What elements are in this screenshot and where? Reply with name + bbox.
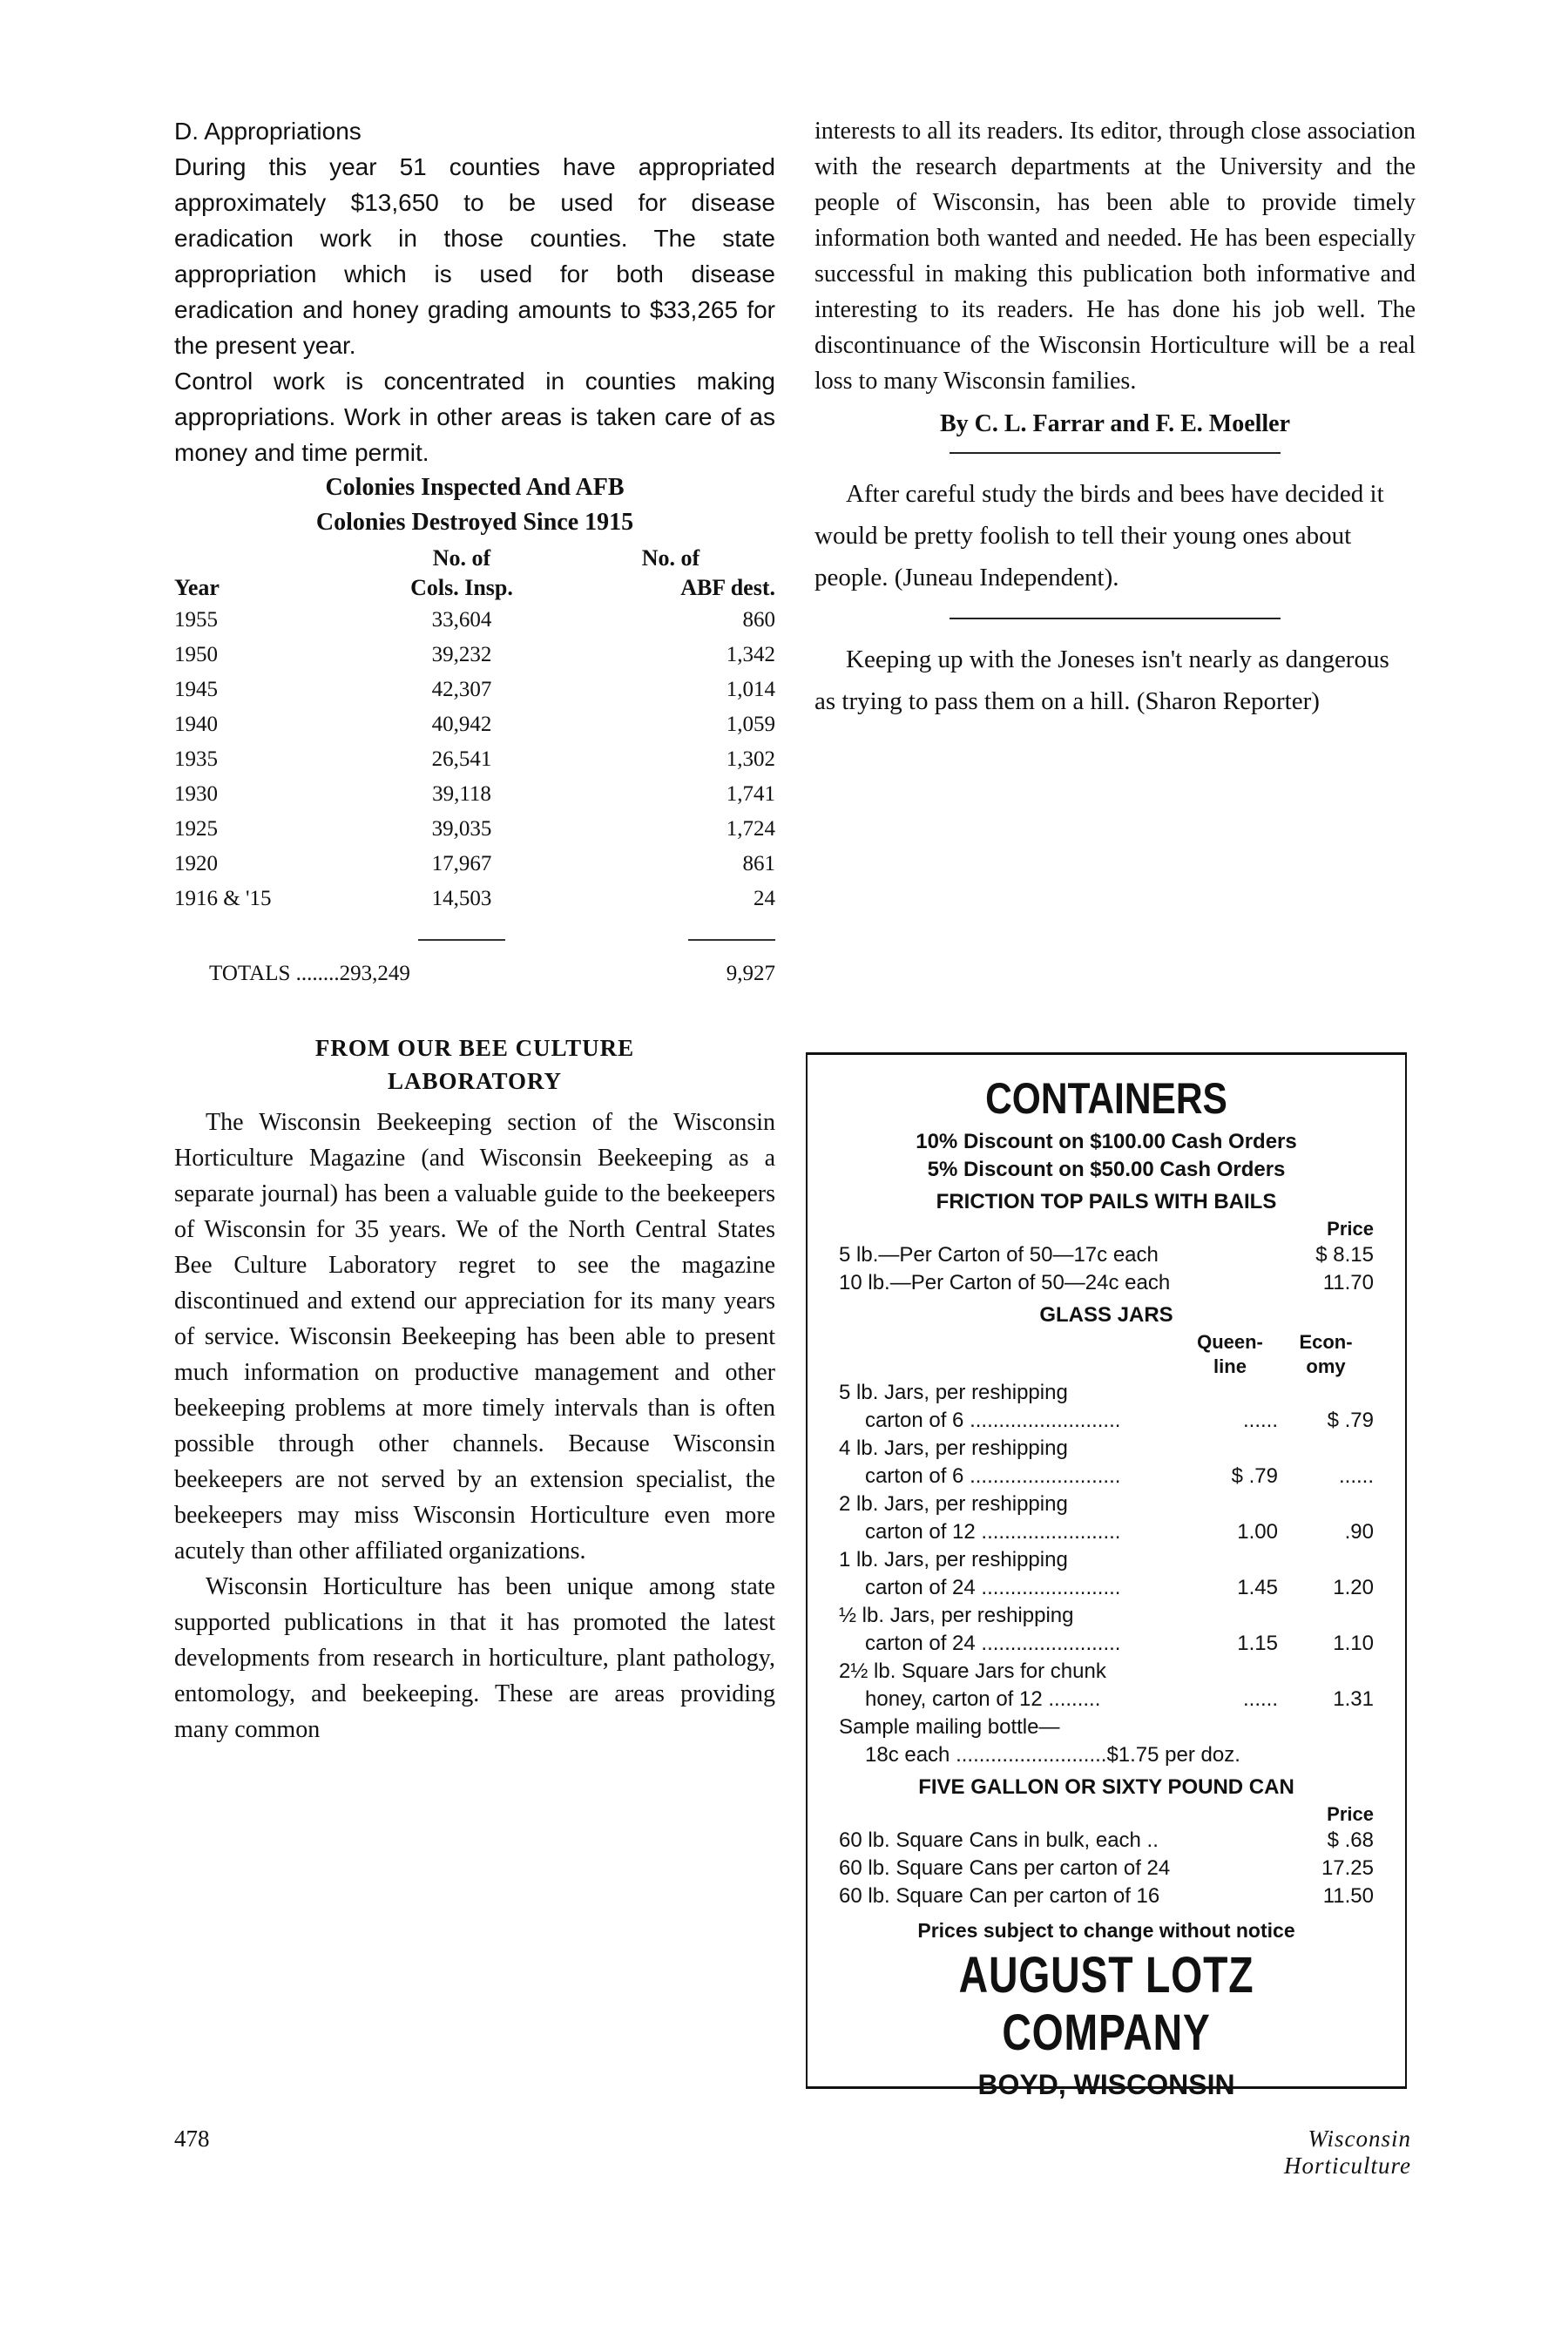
abf-cell: 860: [742, 608, 775, 632]
sample-bottle-line: Sample mailing bottle—: [839, 1715, 1060, 1739]
jar-item-line: ½ lb. Jars, per reshipping: [839, 1604, 1074, 1627]
insp-cell: 14,503: [431, 887, 492, 910]
abf-cell: 1,014: [726, 678, 775, 701]
abf-cell: 24: [754, 887, 775, 910]
abf-cell: 1,342: [726, 643, 775, 666]
ad-title: CONTAINERS: [985, 1074, 1227, 1123]
col-insp-header-1: No. of: [432, 545, 491, 571]
jar-item-line: 1 lb. Jars, per reshipping: [839, 1548, 1068, 1571]
can-label: 60 lb. Square Cans per carton of 24: [839, 1856, 1171, 1880]
insp-total-rule: [418, 939, 505, 941]
abf-cell: 1,741: [726, 782, 775, 806]
jar-queenline-price: 1.45: [1237, 1576, 1278, 1599]
ad-company-city: BOYD, WISCONSIN: [977, 2069, 1235, 2100]
insp-cell: 39,118: [432, 782, 491, 806]
jar-economy-price: $ .79: [1327, 1409, 1374, 1432]
ad-price-heading: Price: [1327, 1803, 1374, 1825]
jar-economy-price: 1.10: [1333, 1632, 1374, 1655]
jar-queenline-price: ......: [1242, 1409, 1278, 1432]
year-cell: 1945: [174, 678, 218, 701]
economy-header-1: Econ-: [1299, 1331, 1353, 1353]
insp-cell: 26,541: [431, 747, 492, 771]
insp-cell: 40,942: [431, 713, 492, 736]
ad-discount-2: 5% Discount on $50.00 Cash Orders: [927, 1158, 1286, 1181]
jar-item-row: [839, 1630, 1374, 1658]
separator-rule: [950, 618, 1281, 619]
abf-cell: 1,302: [726, 747, 775, 771]
table-row: [174, 847, 775, 882]
filler-joneses: Keeping up with the Joneses isn't nearly as dangerous as trying to pass them on a hill. (Sharon Reporter): [814, 645, 1389, 715]
filler-birds-bees: After careful study the birds and bees have decided it would be pretty foolish to tell their young ones about people. (Juneau Independent).: [814, 480, 1384, 591]
article-byline: By C. L. Farrar and F. E. Moeller: [939, 410, 1291, 437]
jar-item-carton: honey, carton of 12 .........: [865, 1687, 1101, 1711]
jar-item-line: 4 lb. Jars, per reshipping: [839, 1436, 1068, 1460]
jar-item-carton: carton of 6 ..........................: [865, 1409, 1121, 1432]
pail-label: 10 lb.—Per Carton of 50—24c each: [839, 1271, 1171, 1294]
ad-cans-heading: FIVE GALLON OR SIXTY POUND CAN: [918, 1775, 1294, 1799]
bee-lab-paragraph-2: Wisconsin Horticulture has been unique among state supported publications in that it has promoted the latest developments from research in horticulture, plant pathology, entomology, and beekeeping. These are areas providing many common: [174, 1573, 775, 1743]
totals-leader-dots: ........: [295, 962, 340, 985]
year-cell: 1930: [174, 782, 218, 806]
ad-price-heading: Price: [1327, 1218, 1374, 1240]
jar-economy-price: ......: [1338, 1464, 1374, 1488]
queenline-header-1: Queen-: [1197, 1331, 1263, 1353]
jar-item-carton: carton of 24 ........................: [865, 1632, 1121, 1655]
jar-item-line: 5 lb. Jars, per reshipping: [839, 1381, 1068, 1404]
insp-cell: 42,307: [431, 678, 492, 701]
ad-pail-row: [839, 1241, 1374, 1269]
page-number: 478: [174, 2126, 210, 2152]
jar-item-carton: carton of 6 ..........................: [865, 1464, 1121, 1488]
jar-item-row: [839, 1686, 1374, 1713]
jar-item-carton: carton of 12 ........................: [865, 1520, 1121, 1544]
colonies-table-block: [174, 470, 775, 991]
sample-bottle-price: 18c each ..........................$1.75 per doz.: [865, 1743, 1240, 1767]
col-abf-header-1: No. of: [641, 545, 700, 571]
ad-discount-1: 10% Discount on $100.00 Cash Orders: [916, 1130, 1297, 1153]
separator-rule: [950, 452, 1281, 454]
table-title-line-2: Colonies Destroyed Since 1915: [315, 509, 634, 536]
can-label: 60 lb. Square Can per carton of 16: [839, 1884, 1160, 1908]
section-heading-line-2: LABORATORY: [387, 1068, 563, 1094]
economy-header-2: omy: [1306, 1355, 1346, 1377]
jar-item-row: [839, 1463, 1374, 1490]
jar-item-line: 2 lb. Jars, per reshipping: [839, 1492, 1068, 1516]
jar-queenline-price: $ .79: [1231, 1464, 1278, 1488]
bee-lab-section-heading: [174, 1031, 775, 1098]
jar-queenline-price: 1.15: [1237, 1632, 1278, 1655]
totals-row: [174, 956, 775, 991]
bee-lab-paragraph-1: The Wisconsin Beekeeping section of the Wisconsin Horticulture Magazine (and Wisconsin Beekeeping as a separate journal) has been a valuable guide to the beekeepers of Wisconsin for 35 years. We of the North Central States Bee Culture Laboratory regret to see the magazine discontinued and extend our appreciation for its many years of service. Wisconsin Beekeeping has been able to present much information on productive management and other beekeeping problems at more timely intervals than is often possible through other channels. Because Wisconsin beekeepers are not served by an extension specialist, the beekeepers may miss Wisconsin Horticulture even more acutely than other affiliated organizations.: [174, 1109, 775, 1565]
insp-cell: 17,967: [431, 852, 492, 875]
jar-economy-price: 1.31: [1333, 1687, 1374, 1711]
left-column: [174, 113, 775, 1747]
jar-queenline-price: ......: [1242, 1687, 1278, 1711]
year-cell: 1920: [174, 852, 218, 875]
table-row: [174, 707, 775, 742]
year-cell: 1950: [174, 643, 218, 666]
appropriations-heading: D. Appropriations: [174, 118, 362, 145]
section-heading-line-1: FROM OUR BEE CULTURE: [314, 1035, 635, 1061]
abf-cell: 1,059: [726, 713, 775, 736]
can-price: $ .68: [1327, 1828, 1374, 1852]
year-cell: 1940: [174, 713, 218, 736]
table-row: [174, 672, 775, 707]
table-row: [174, 812, 775, 847]
insp-cell: 33,604: [431, 608, 492, 632]
can-row: [839, 1855, 1374, 1882]
bee-lab-paragraph-continued: interests to all its readers. Its editor, through close association with the research departments at the University and the people of Wisconsin, has been able to provide timely information both wanted and needed. He has been especially successful in making this publication both informative and interesting to its readers. He has done his job well. The discontinuance of the Wisconsin Horticulture will be a real loss to many Wisconsin families.: [814, 118, 1416, 395]
can-label: 60 lb. Square Cans in bulk, each ..: [839, 1828, 1159, 1852]
table-row: [174, 603, 775, 638]
can-row: [839, 1882, 1374, 1910]
appropriations-paragraph-1: During this year 51 counties have appropriated approximately $13,650 to be used for disease eradication work in those counties. The state appropriation which is used for both disease eradication and honey grading amounts to $33,265 for the present year.: [174, 153, 775, 359]
queenline-header-2: line: [1213, 1355, 1247, 1377]
pail-price: $ 8.15: [1315, 1243, 1374, 1267]
ad-jar-column-headers: [839, 1330, 1374, 1379]
col-year-header: Year: [174, 575, 220, 600]
year-cell: 1955: [174, 608, 218, 632]
col-abf-header-2: ABF dest.: [680, 575, 775, 600]
insp-cell: 39,232: [431, 643, 492, 666]
ad-jars-heading: GLASS JARS: [1039, 1303, 1173, 1327]
jar-queenline-price: 1.00: [1237, 1520, 1278, 1544]
jar-item-row: [839, 1407, 1374, 1435]
ad-pails-heading: FRICTION TOP PAILS WITH BAILS: [936, 1190, 1277, 1213]
pail-label: 5 lb.—Per Carton of 50—17c each: [839, 1243, 1159, 1267]
jar-item-row: [839, 1518, 1374, 1546]
appropriations-paragraph-2: Control work is concentrated in counties making appropriations. Work in other areas is taken care of as money and time permit.: [174, 368, 775, 466]
can-price: 17.25: [1321, 1856, 1374, 1880]
table-title-line-1: Colonies Inspected And AFB: [325, 474, 625, 501]
table-row: [174, 638, 775, 672]
insp-cell: 39,035: [431, 817, 492, 841]
jar-economy-price: 1.20: [1333, 1576, 1374, 1599]
table-row: [174, 882, 775, 916]
pail-price: 11.70: [1322, 1271, 1374, 1294]
can-row: [839, 1827, 1374, 1855]
abf-cell: 861: [742, 852, 775, 875]
abf-total-rule: [688, 939, 775, 941]
table-row: [174, 777, 775, 812]
containers-advertisement: [806, 1052, 1407, 2100]
ad-pail-row: [839, 1269, 1374, 1297]
table-row: [174, 742, 775, 777]
jar-item-line: 2½ lb. Square Jars for chunk: [839, 1659, 1106, 1683]
year-cell: 1916 & '15: [174, 887, 272, 910]
right-column: [814, 113, 1416, 722]
can-price: 11.50: [1322, 1884, 1374, 1908]
jar-item-carton: carton of 24 ........................: [865, 1576, 1121, 1599]
abf-cell: 1,724: [726, 817, 775, 841]
jar-item-row: [839, 1574, 1374, 1602]
colonies-table: [174, 544, 775, 991]
jar-economy-price: .90: [1344, 1520, 1374, 1544]
year-cell: 1935: [174, 747, 218, 771]
totals-insp: 293,249: [339, 962, 410, 985]
year-cell: 1925: [174, 817, 218, 841]
col-insp-header-2: Cols. Insp.: [410, 575, 513, 600]
ad-company-name: AUGUST LOTZ COMPANY: [958, 1947, 1254, 2061]
journal-name: Wisconsin Horticulture: [1284, 2126, 1411, 2179]
ad-price-notice: Prices subject to change without notice: [917, 1919, 1295, 1942]
totals-abf: 9,927: [726, 962, 775, 985]
table-body: [174, 603, 775, 916]
totals-label: TOTALS: [209, 962, 291, 985]
